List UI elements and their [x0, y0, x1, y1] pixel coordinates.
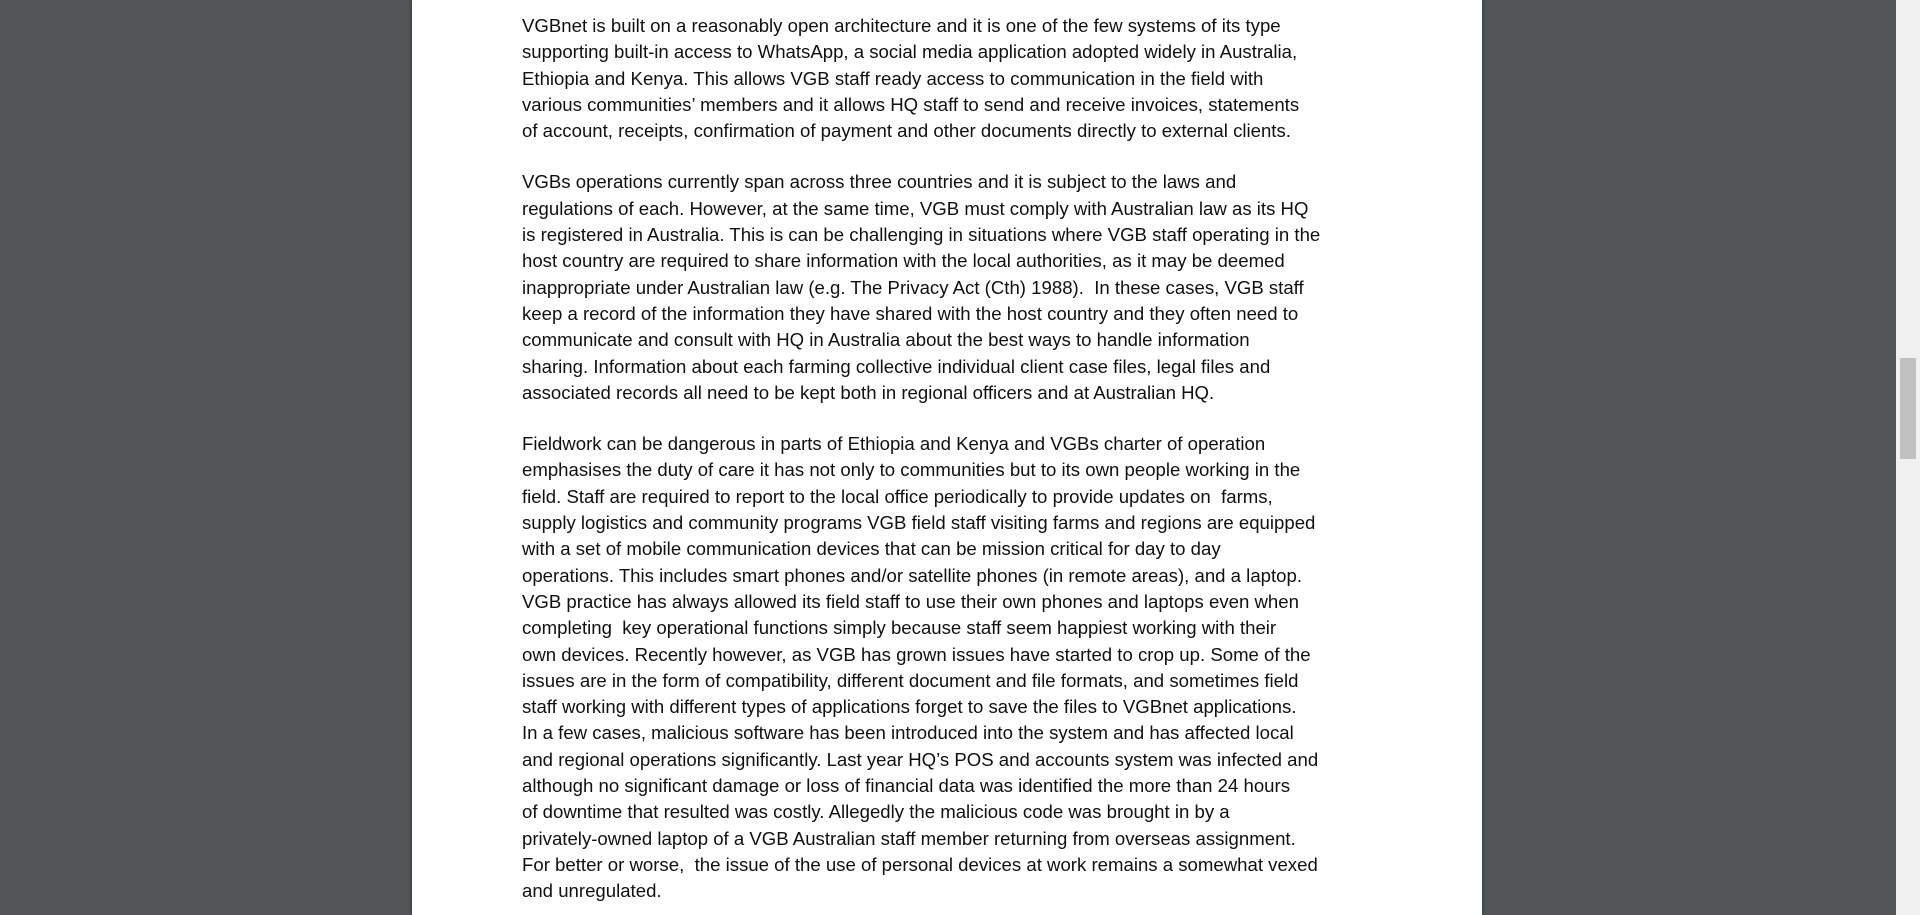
text-line: VGB practice has always allowed its field staff to use their own phones and laptops even when: [522, 590, 1299, 612]
text-line: regulations of each. However, at the same time, VGB must comply with Australian law as its HQ: [522, 197, 1309, 219]
text-line: staff working with different types of applications forget to save the files to VGBnet applications.: [522, 696, 1297, 718]
text-line: supply logistics and community programs VGB field staff visiting farms and regions are equipped: [522, 512, 1316, 534]
paragraph: [522, 431, 1422, 904]
text-line: emphasises the duty of care it has not only to communities but to its own people working in the: [522, 459, 1301, 481]
text-line: operations. This includes smart phones and/or satellite phones (in remote areas), and a laptop.: [522, 564, 1303, 586]
text-line: communicate and consult with HQ in Australia about the best ways to handle information: [522, 329, 1250, 351]
text-line: VGBs operations currently span across three countries and it is subject to the laws and: [522, 171, 1237, 193]
text-line: keep a record of the information they have shared with the host country and they often need to: [522, 302, 1299, 324]
text-line: of account, receipts, confirmation of payment and other documents directly to external clients.: [522, 120, 1291, 142]
text-line: sharing. Information about each farming collective individual client case files, legal files and: [522, 355, 1271, 377]
text-line: own devices. Recently however, as VGB has grown issues have started to crop up. Some of the: [522, 643, 1311, 665]
text-line: is registered in Australia. This is can be challenging in situations where VGB staff operating in the: [522, 224, 1321, 246]
paragraph: [522, 13, 1422, 144]
text-line: supporting built-in access to WhatsApp, a social media application adopted widely in Australia,: [522, 41, 1298, 63]
text-line: completing key operational functions simply because staff seem happiest working with their: [522, 617, 1277, 639]
text-line: associated records all need to be kept both in regional officers and at Australian HQ.: [522, 381, 1215, 403]
text-line: issues are in the form of compatibility, different document and file formats, and sometimes field: [522, 669, 1299, 691]
text-line: field. Staff are required to report to the local office periodically to provide updates on farms,: [522, 485, 1273, 507]
paragraph: [522, 169, 1422, 406]
document-page: [412, 0, 1482, 915]
vertical-scrollbar[interactable]: [1896, 0, 1920, 915]
text-line: Ethiopia and Kenya. This allows VGB staff ready access to communication in the field with: [522, 67, 1264, 89]
text-line: VGBnet is built on a reasonably open architecture and it is one of the few systems of its type: [522, 15, 1281, 36]
scrollbar-thumb[interactable]: [1900, 358, 1916, 459]
text-line: and regional operations significantly. Last year HQ’s POS and accounts system was infected and: [522, 748, 1319, 770]
text-line: although no significant damage or loss of financial data was identified the more than 24 hours: [522, 775, 1290, 797]
text-line: Fieldwork can be dangerous in parts of Ethiopia and Kenya and VGBs charter of operation: [522, 433, 1266, 455]
text-line: inappropriate under Australian law (e.g. The Privacy Act (Cth) 1988). In these cases, VGB staff: [522, 276, 1304, 298]
text-line: various communities’ members and it allows HQ staff to send and receive invoices, statements: [522, 93, 1300, 115]
text-line: with a set of mobile communication devices that can be mission critical for day to day: [522, 538, 1221, 560]
text-line: and unregulated.: [522, 880, 662, 902]
text-line: privately-owned laptop of a VGB Australian staff member returning from overseas assignment.: [522, 827, 1296, 849]
text-line: In a few cases, malicious software has been introduced into the system and has affected local: [522, 722, 1294, 744]
text-line: For better or worse, the issue of the use of personal devices at work remains a somewhat vexed: [522, 853, 1318, 875]
text-line: host country are required to share information with the local authorities, as it may be deemed: [522, 250, 1285, 272]
text-line: of downtime that resulted was costly. Allegedly the malicious code was brought in by a: [522, 801, 1230, 823]
document-body: [522, 13, 1422, 915]
